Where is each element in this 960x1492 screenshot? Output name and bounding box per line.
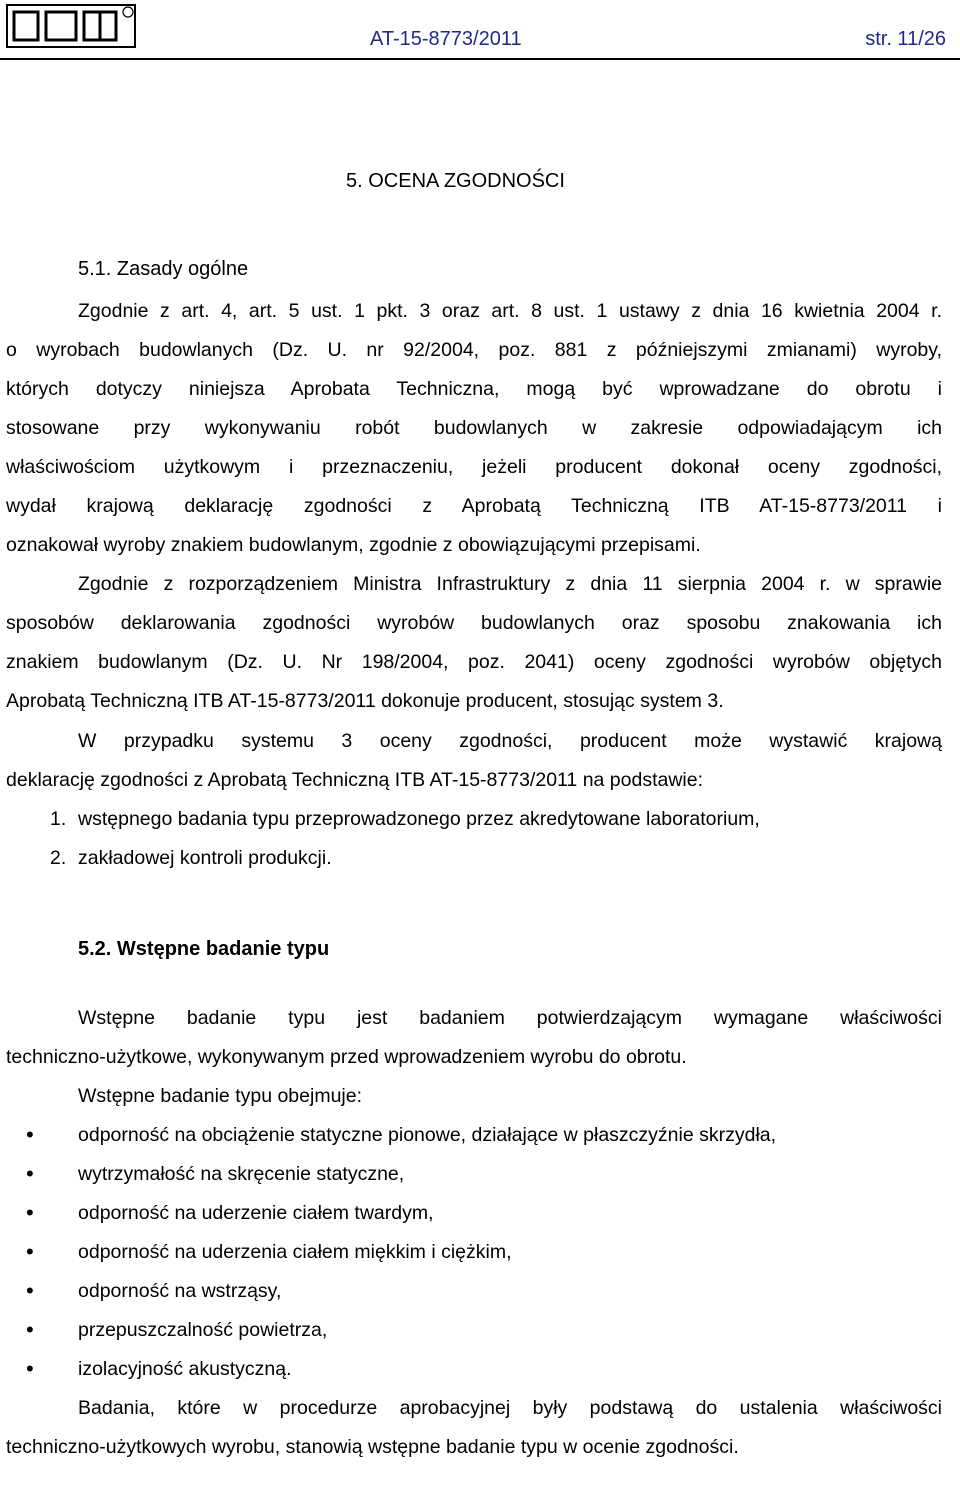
paragraph-line: W przypadku systemu 3 oceny zgodności, producent może wystawić krajową [78, 730, 942, 752]
bullet-icon: • [26, 1161, 34, 1186]
paragraph-line: techniczno-użytkowe, wykonywanym przed wprowadzeniem wyrobu do obrotu. [6, 1046, 687, 1068]
paragraph-line: stosowane przy wykonywaniu robót budowlanych w zakresie odpowiadającym ich [6, 417, 942, 439]
paragraph-line: sposobów deklarowania zgodności wyrobów budowlanych oraz sposobu znakowania ich [6, 612, 942, 634]
bullet-icon: • [26, 1239, 34, 1264]
section-heading: 5. OCENA ZGODNOŚCI [346, 170, 565, 192]
document-id: AT-15-8773/2011 [370, 28, 522, 50]
paragraph-line: wydał krajową deklarację zgodności z Aprobatą Techniczną ITB AT-15-8773/2011 i [6, 495, 942, 517]
bullet-text: odporność na wstrząsy, [78, 1280, 282, 1302]
item-text: zakładowej kontroli produkcji. [78, 847, 332, 869]
itb-logo [6, 4, 136, 48]
paragraph-line: Wstępne badanie typu jest badaniem potwierdzającym wymagane właściwości [78, 1007, 942, 1029]
paragraph-line: deklarację zgodności z Aprobatą Techniczną ITB AT-15-8773/2011 na podstawie: [6, 769, 704, 791]
subsection-heading-5-1: 5.1. Zasady ogólne [78, 258, 249, 280]
paragraph-line: Zgodnie z rozporządzeniem Ministra Infrastruktury z dnia 11 sierpnia 2004 r. w sprawie [78, 573, 942, 595]
item-number: 1. [50, 808, 67, 830]
bullet-text: izolacyjność akustyczną. [78, 1358, 292, 1380]
paragraph-line: właściwościom użytkowym i przeznaczeniu, jeżeli producent dokonał oceny zgodności, [6, 456, 942, 478]
bullet-text: odporność na uderzenie ciałem twardym, [78, 1202, 434, 1224]
page-number: str. 11/26 [865, 28, 946, 50]
bullet-icon: • [26, 1122, 34, 1147]
paragraph-line: Zgodnie z art. 4, art. 5 ust. 1 pkt. 3 oraz art. 8 ust. 1 ustawy z dnia 16 kwietnia 2004 r. [78, 300, 942, 322]
bullet-text: wytrzymałość na skręcenie statyczne, [78, 1163, 405, 1185]
header-divider [0, 58, 960, 60]
list-intro: Wstępne badanie typu obejmuje: [78, 1085, 363, 1107]
bullet-text: odporność na obciążenie statyczne pionowe, działające w płaszczyźnie skrzydła, [78, 1124, 777, 1146]
bullet-text: odporność na uderzenia ciałem miękkim i ciężkim, [78, 1241, 512, 1263]
paragraph-line: znakiem budowlanym (Dz. U. Nr 198/2004, poz. 2041) oceny zgodności wyrobów objętych [6, 651, 942, 673]
item-text: wstępnego badania typu przeprowadzonego przez akredytowane laboratorium, [78, 808, 760, 830]
subsection-heading-5-2: 5.2. Wstępne badanie typu [78, 938, 330, 960]
bullet-icon: • [26, 1317, 34, 1342]
bullet-icon: • [26, 1356, 34, 1381]
paragraph-line: Aprobatą Techniczną ITB AT-15-8773/2011 dokonuje producent, stosując system 3. [6, 690, 724, 712]
page-header [0, 0, 960, 60]
bullet-icon: • [26, 1200, 34, 1225]
item-number: 2. [50, 847, 67, 869]
bullet-text: przepuszczalność powietrza, [78, 1319, 328, 1341]
paragraph-line: oznakował wyroby znakiem budowlanym, zgodnie z obowiązującymi przepisami. [6, 534, 701, 556]
paragraph-line: Badania, które w procedurze aprobacyjnej były podstawą do ustalenia właściwości [78, 1397, 942, 1419]
bullet-icon: • [26, 1278, 34, 1303]
paragraph-line: o wyrobach budowlanych (Dz. U. nr 92/2004, poz. 881 z późniejszymi zmianami) wyroby, [6, 339, 942, 361]
paragraph-line: techniczno-użytkowych wyrobu, stanowią wstępne badanie typu w ocenie zgodności. [6, 1436, 739, 1458]
paragraph-line: których dotyczy niniejsza Aprobata Techniczna, mogą być wprowadzane do obrotu i [6, 378, 942, 400]
